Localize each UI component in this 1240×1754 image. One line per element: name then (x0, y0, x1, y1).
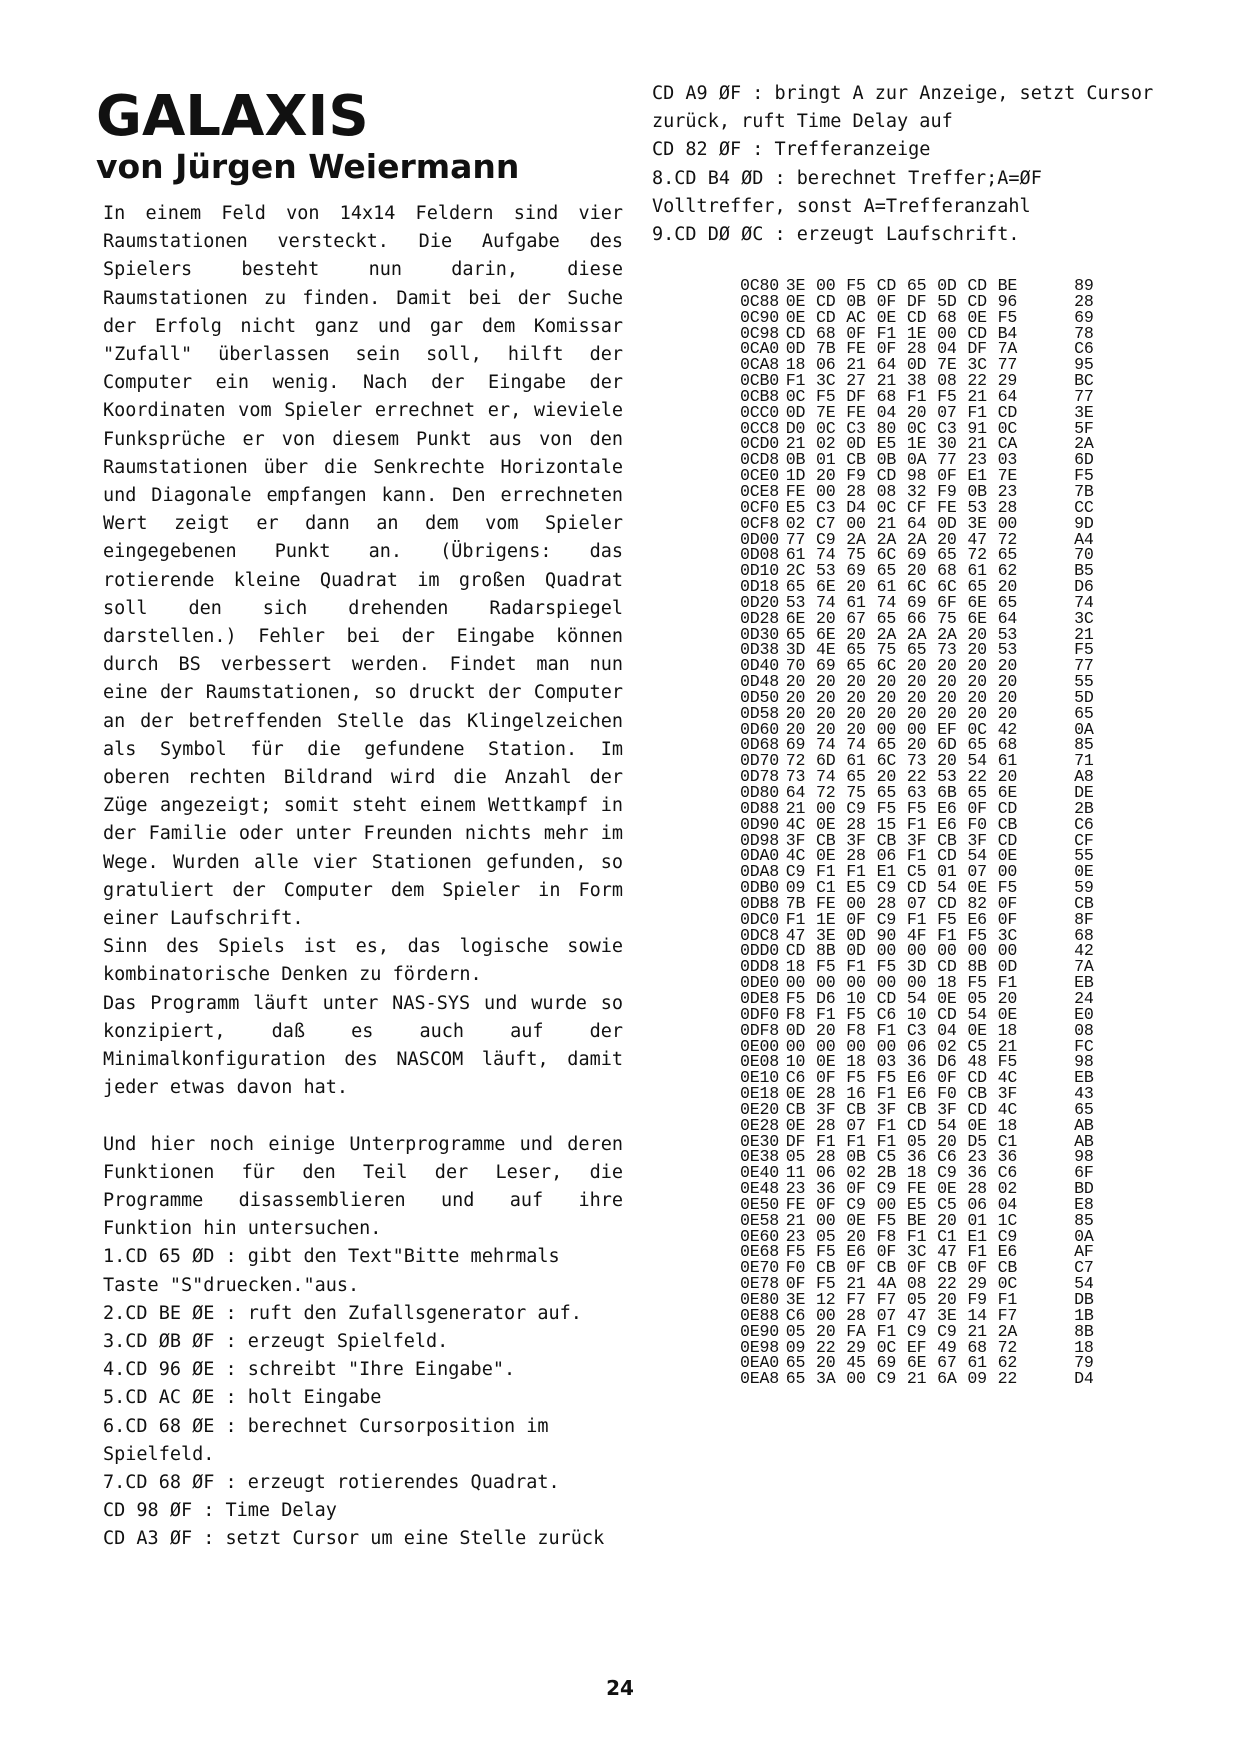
hex-bytes: F1 1E 0F C9 F1 F5 E6 0F (785, 909, 1018, 929)
paragraph-gap (103, 1103, 623, 1131)
subroutines-intro: Und hier noch einige Unterprogramme und deren Funktionen für den Teil der Leser, die Programme disassemblieren und auf ihre Funktion hin untersuchen. (103, 1133, 623, 1240)
hex-bytes: 11 06 02 2B 18 C9 36 C6 (785, 1163, 1018, 1183)
hex-address: 0D60 (740, 719, 780, 739)
hex-bytes: 23 36 0F C9 FE 0E 28 02 (785, 1179, 1018, 1199)
hex-checksum: 77 (1074, 656, 1094, 676)
hex-checksum: CF (1074, 830, 1094, 850)
hex-bytes: 0E 28 16 F1 E6 F0 CB 3F (785, 1084, 1018, 1104)
hex-checksum: 71 (1074, 751, 1094, 771)
hex-address: 0E30 (740, 1131, 780, 1151)
article-header (96, 84, 616, 186)
hex-bytes: 61 74 75 6C 69 65 72 65 (785, 545, 1018, 565)
hex-address: 0E98 (740, 1337, 780, 1357)
hex-bytes: 3D 4E 65 75 65 73 20 53 (785, 640, 1018, 660)
hex-address: 0CD0 (740, 434, 780, 454)
hex-address: 0CF8 (740, 513, 780, 533)
hex-bytes: F0 CB 0F CB 0F CB 0F CB (785, 1258, 1018, 1278)
hex-checksum: 98 (1074, 1052, 1094, 1072)
hex-address: 0DC0 (740, 909, 780, 929)
hex-checksum: 54 (1074, 1274, 1094, 1294)
hex-checksum: 65 (1074, 1099, 1094, 1119)
hex-bytes: F8 F1 F5 C6 10 CD 54 0E (785, 1004, 1018, 1024)
hex-checksum: 18 (1074, 1337, 1094, 1357)
system-paragraph: Das Programm läuft unter NAS-SYS und wurde so konzipiert, daß es auch auf der Minimalkonfiguration des NASCOM läuft, damit jeder etwas davon hat. (103, 992, 623, 1099)
hex-bytes: 7B FE 00 28 07 CD 82 0F (785, 893, 1018, 913)
hex-checksum: D4 (1074, 1369, 1094, 1389)
hex-checksum: 8B (1074, 1321, 1094, 1341)
hex-checksum: 0A (1074, 719, 1094, 739)
hex-checksum: 5D (1074, 687, 1094, 707)
hex-bytes: E5 C3 D4 0C CF FE 53 28 (785, 497, 1018, 517)
routine-item: 6.CD 68 ØE : berechnet Cursorposition im Spielfeld. (103, 1415, 549, 1465)
hex-checksum: 68 (1074, 925, 1094, 945)
hex-bytes: 64 72 75 65 63 6B 65 6E (785, 783, 1018, 802)
hex-bytes: 70 69 65 6C 20 20 20 20 (785, 656, 1018, 676)
routine-item: 9.CD DØ ØC : erzeugt Laufschrift. (652, 224, 1020, 246)
routine-item: CD A3 ØF : setzt Cursor um eine Stelle zurück (103, 1528, 605, 1550)
hex-address: 0D28 (740, 608, 780, 628)
hex-address: 0DF0 (740, 1004, 780, 1024)
hex-address: 0CD8 (740, 450, 780, 470)
hex-address: 0CC0 (740, 402, 780, 422)
hex-address: 0D38 (740, 640, 780, 660)
hex-checksum: CB (1074, 893, 1094, 913)
hex-checksum: AF (1074, 1242, 1094, 1262)
hex-address: 0EA0 (740, 1353, 780, 1373)
hex-checksum: 65 (1074, 703, 1094, 723)
hex-bytes: C6 0F F5 F5 E6 0F CD 4C (785, 1068, 1018, 1088)
hex-checksum: F5 (1074, 640, 1094, 660)
hex-address: 0DA0 (740, 846, 780, 866)
hex-address: 0DE0 (740, 973, 780, 993)
hex-bytes: F5 F5 E6 0F 3C 47 F1 E6 (785, 1242, 1018, 1262)
hex-bytes: 47 3E 0D 90 4F F1 F5 3C (785, 925, 1018, 945)
routine-item: CD 82 ØF : Trefferanzeige (652, 139, 931, 161)
hex-checksum: 98 (1074, 1147, 1094, 1167)
hex-checksum: C7 (1074, 1258, 1094, 1278)
routine-item: 7.CD 68 ØF : erzeugt rotierendes Quadrat. (103, 1471, 560, 1493)
hex-checksum: BC (1074, 371, 1094, 391)
hex-address: 0E08 (740, 1052, 780, 1072)
hex-checksum: DE (1074, 783, 1094, 802)
hex-address: 0D88 (740, 798, 780, 818)
article-author: von Jürgen Weiermann (96, 147, 520, 186)
hex-bytes: 72 6D 61 6C 73 20 54 61 (785, 751, 1018, 771)
hex-address: 0C90 (740, 307, 780, 327)
hex-address: 0D20 (740, 592, 780, 612)
routine-item: 4.CD 96 ØE : schreibt "Ihre Eingabe". (103, 1359, 516, 1381)
hex-address: 0D00 (740, 529, 780, 549)
hex-checksum: A8 (1074, 767, 1094, 787)
hex-address: 0DC8 (740, 925, 780, 945)
hex-bytes: 0E 28 07 F1 CD 54 0E 18 (785, 1115, 1018, 1135)
hex-checksum: 78 (1074, 323, 1094, 343)
hex-bytes: 3E 12 F7 F7 05 20 F9 F1 (785, 1290, 1018, 1309)
hex-bytes: C9 F1 F1 E1 C5 01 07 00 (785, 862, 1018, 882)
hex-bytes: 10 0E 18 03 36 D6 48 F5 (785, 1052, 1018, 1072)
hex-address: 0E50 (740, 1194, 780, 1214)
hex-bytes: 0D 20 F8 F1 C3 04 0E 18 (785, 1020, 1018, 1040)
hex-checksum: DB (1074, 1290, 1094, 1309)
hex-bytes: 65 20 45 69 6E 67 61 62 (785, 1353, 1018, 1373)
hex-address: 0D70 (740, 751, 780, 771)
page-number: 24 (606, 1676, 634, 1700)
hex-address: 0CE8 (740, 481, 780, 501)
hex-checksum: EB (1074, 1068, 1094, 1088)
hex-address: 0DD0 (740, 941, 780, 961)
hex-bytes: F5 D6 10 CD 54 0E 05 20 (785, 988, 1018, 1008)
hex-bytes: 6E 20 67 65 66 75 6E 64 (785, 608, 1018, 628)
hex-address: 0E38 (740, 1147, 780, 1167)
hex-address: 0CA0 (740, 339, 780, 359)
hex-bytes: 77 C9 2A 2A 2A 20 47 72 (785, 529, 1018, 549)
hex-bytes: 20 20 20 20 20 20 20 20 (785, 687, 1018, 707)
hex-checksum: C6 (1074, 814, 1094, 834)
hex-bytes: 20 20 20 00 00 EF 0C 42 (785, 719, 1018, 739)
hex-address: 0E20 (740, 1099, 780, 1119)
hex-bytes: 73 74 65 20 22 53 22 20 (785, 767, 1018, 787)
hex-address: 0CB0 (740, 371, 780, 391)
hex-address: 0E80 (740, 1290, 780, 1309)
hex-address: 0DA8 (740, 862, 780, 882)
hex-bytes: 21 00 C9 F5 F5 E6 0F CD (785, 798, 1018, 818)
hex-address: 0E10 (740, 1068, 780, 1088)
hex-checksum: AB (1074, 1131, 1094, 1151)
hex-address: 0D08 (740, 545, 780, 565)
hex-address: 0E28 (740, 1115, 780, 1135)
hex-address: 0E48 (740, 1179, 780, 1199)
hex-bytes: 02 C7 00 21 64 0D 3E 00 (785, 513, 1018, 533)
hex-checksum: 59 (1074, 878, 1094, 898)
hex-checksum: 0E (1074, 862, 1094, 882)
hex-address: 0C80 (740, 276, 780, 295)
hex-bytes: FE 00 28 08 32 F9 0B 23 (785, 481, 1018, 501)
hex-address: 0D30 (740, 624, 780, 644)
hex-checksum: 5F (1074, 418, 1094, 438)
hex-bytes: CD 8B 0D 00 00 00 00 00 (785, 941, 1018, 961)
hex-bytes: 0C F5 DF 68 F1 F5 21 64 (785, 386, 1018, 406)
hex-checksum: FC (1074, 1036, 1094, 1056)
hex-checksum: 21 (1074, 624, 1094, 644)
routine-item: CD 98 ØF : Time Delay (103, 1500, 337, 1522)
hex-checksum: AB (1074, 1115, 1094, 1135)
hex-bytes: 05 20 FA F1 C9 C9 21 2A (785, 1321, 1018, 1341)
hex-bytes: F1 3C 27 21 38 08 22 29 (785, 371, 1018, 391)
hex-address: 0CA8 (740, 355, 780, 375)
hex-checksum: 69 (1074, 307, 1094, 327)
hex-address: 0D40 (740, 656, 780, 676)
hex-bytes: 21 02 0D E5 1E 30 21 CA (785, 434, 1018, 454)
hex-bytes: 23 05 20 F8 F1 C1 E1 C9 (785, 1226, 1018, 1246)
hex-checksum: B5 (1074, 561, 1094, 581)
hex-checksum: 2A (1074, 434, 1094, 454)
hex-checksum: 95 (1074, 355, 1094, 375)
hex-checksum: 42 (1074, 941, 1094, 961)
hex-address: 0DF8 (740, 1020, 780, 1040)
hex-bytes: 65 6E 20 2A 2A 2A 20 53 (785, 624, 1018, 644)
article-title: GALAXIS (96, 84, 369, 149)
hex-address: 0E68 (740, 1242, 780, 1262)
hex-address: 0D80 (740, 783, 780, 802)
hex-address: 0E70 (740, 1258, 780, 1278)
hex-bytes: 0B 01 CB 0B 0A 77 23 03 (785, 450, 1018, 470)
hex-checksum: 24 (1074, 988, 1094, 1008)
hex-bytes: 05 28 0B C5 36 C6 23 36 (785, 1147, 1018, 1167)
routine-item: 3.CD ØB ØF : erzeugt Spielfeld. (103, 1330, 449, 1352)
hex-checksum: 43 (1074, 1084, 1094, 1104)
hex-checksum: 0A (1074, 1226, 1094, 1246)
hex-address: 0E40 (740, 1163, 780, 1183)
hex-listing (740, 278, 1100, 1387)
hex-address: 0E58 (740, 1210, 780, 1230)
routine-item: 5.CD AC ØE : holt Eingabe (103, 1387, 382, 1409)
hex-bytes: 53 74 61 74 69 6F 6E 65 (785, 592, 1018, 612)
routine-item: 1.CD 65 ØD : gibt den Text"Bitte mehrmals Taste "S"druecken."aus. (103, 1246, 560, 1296)
hex-checksum: C6 (1074, 339, 1094, 359)
hex-checksum: E8 (1074, 1194, 1094, 1214)
hex-address: 0CF0 (740, 497, 780, 517)
purpose-paragraph: Sinn des Spiels ist es, das logische sowie kombinatorische Denken zu fördern. (103, 936, 623, 986)
hex-bytes: 65 3A 00 C9 21 6A 09 22 (785, 1369, 1018, 1389)
hex-checksum: 28 (1074, 291, 1094, 311)
hex-address: 0D48 (740, 672, 780, 692)
hex-checksum: 9D (1074, 513, 1094, 533)
routine-item: CD A9 ØF : bringt A zur Anzeige, setzt Cursor zurück, ruft Time Delay auf (652, 83, 1154, 133)
hex-address: 0E78 (740, 1274, 780, 1294)
hex-bytes: FE 0F C9 00 E5 C5 06 04 (785, 1194, 1018, 1214)
hex-checksum: 85 (1074, 1210, 1094, 1230)
hex-bytes: 20 20 20 20 20 20 20 20 (785, 703, 1018, 723)
hex-address: 0D18 (740, 577, 780, 597)
hex-checksum: 8F (1074, 909, 1094, 929)
hex-bytes: 2C 53 69 65 20 68 61 62 (785, 561, 1018, 581)
hex-address: 0CB8 (740, 386, 780, 406)
left-column (103, 200, 623, 1554)
hex-checksum: 7A (1074, 957, 1094, 977)
hex-bytes: 65 6E 20 61 6C 6C 65 20 (785, 577, 1018, 597)
hex-bytes: 1D 20 F9 CD 98 0F E1 7E (785, 466, 1018, 486)
hex-bytes: 69 74 74 65 20 6D 65 68 (785, 735, 1018, 755)
intro-paragraph: In einem Feld von 14x14 Feldern sind vier Raumstationen versteckt. Die Aufgabe des Spielers besteht nun darin, diese Raumstationen zu finden. Damit bei der Suche der Erfolg nicht ganz und gar dem Komissar "Zufall" überlassen sein soll, hilft der Computer ein wenig. Nach der Eingabe der Koordinaten vom Spieler errechnet er, wieviele Funksprüche er von diesem Punkt aus von den Raumstationen über die Senkrechte Horizontale und Diagonale empfangen kann. Den errechneten Wert zeigt er dann an dem vom Spieler eingegebenen Punkt an. (Übrigens: das rotierende kleine Quadrat im großen Quadrat soll den sich drehenden Radarspiegel darstellen.) Fehler bei der Eingabe können durch BS verbessert werden. Findet man nun eine der Raumstationen, so druckt der Computer an der betreffenden Stelle das Klingelzeichen als Symbol für die gefundene Station. Im oberen rechten Bildrand wird die Anzahl der Züge angezeigt; somit steht einem Wettkampf in der Familie oder unter Freunden nichts mehr im Wege. Wurden alle vier Stationen gefunden, so gratuliert der Computer dem Spieler in Form einer Laufschrift. (103, 203, 623, 930)
hex-checksum: 08 (1074, 1020, 1094, 1040)
hex-checksum: BD (1074, 1179, 1094, 1199)
hex-checksum: EB (1074, 973, 1094, 993)
hex-address: 0D58 (740, 703, 780, 723)
hex-checksum: E0 (1074, 1004, 1094, 1024)
hex-address: 0E60 (740, 1226, 780, 1246)
hex-checksum: 79 (1074, 1353, 1094, 1373)
hex-bytes: 00 00 00 00 06 02 C5 21 (785, 1036, 1018, 1056)
hex-checksum: 70 (1074, 545, 1094, 565)
hex-checksum: A4 (1074, 529, 1094, 549)
hex-checksum: 89 (1074, 276, 1094, 295)
hex-bytes: 0F F5 21 4A 08 22 29 0C (785, 1274, 1018, 1294)
hex-address: 0DE8 (740, 988, 780, 1008)
hex-checksum: 2B (1074, 798, 1094, 818)
hex-checksum: D6 (1074, 577, 1094, 597)
hex-address: 0D98 (740, 830, 780, 850)
hex-checksum: 6F (1074, 1163, 1094, 1183)
hex-bytes: 0D 7E FE 04 20 07 F1 CD (785, 402, 1018, 422)
hex-bytes: CD 68 0F F1 1E 00 CD B4 (785, 323, 1018, 343)
hex-address: 0CE0 (740, 466, 780, 486)
hex-bytes: 0D 7B FE 0F 28 04 DF 7A (785, 339, 1018, 359)
hex-address: 0D78 (740, 767, 780, 787)
hex-address: 0E18 (740, 1084, 780, 1104)
hex-bytes: 0E CD 0B 0F DF 5D CD 96 (785, 291, 1018, 311)
hex-address: 0D90 (740, 814, 780, 834)
hex-address: 0D10 (740, 561, 780, 581)
hex-checksum: 85 (1074, 735, 1094, 755)
hex-checksum: 55 (1074, 846, 1094, 866)
hex-bytes: CB 3F CB 3F CB 3F CD 4C (785, 1099, 1018, 1119)
hex-checksum: 6D (1074, 450, 1094, 470)
hex-bytes: 00 00 00 00 00 18 F5 F1 (785, 973, 1018, 993)
hex-checksum: F5 (1074, 466, 1094, 486)
hex-address: 0DB8 (740, 893, 780, 913)
hex-address: 0E88 (740, 1305, 780, 1325)
hex-row (740, 1371, 1100, 1387)
hex-checksum: CC (1074, 497, 1094, 517)
hex-checksum: 3C (1074, 608, 1094, 628)
hex-bytes: 4C 0E 28 06 F1 CD 54 0E (785, 846, 1018, 866)
hex-checksum: 1B (1074, 1305, 1094, 1325)
hex-address: 0DB0 (740, 878, 780, 898)
hex-address: 0CC8 (740, 418, 780, 438)
routine-item: 2.CD BE ØE : ruft den Zufallsgenerator auf. (103, 1302, 582, 1324)
hex-bytes: DF F1 F1 F1 05 20 D5 C1 (785, 1131, 1018, 1151)
hex-address: 0EA8 (740, 1369, 780, 1389)
hex-address: 0DD8 (740, 957, 780, 977)
hex-bytes: 09 C1 E5 C9 CD 54 0E F5 (785, 878, 1018, 898)
right-column (652, 80, 1162, 249)
hex-bytes: 21 00 0E F5 BE 20 01 1C (785, 1210, 1018, 1230)
hex-address: 0E90 (740, 1321, 780, 1341)
hex-bytes: 3F CB 3F CB 3F CB 3F CD (785, 830, 1018, 850)
hex-bytes: 18 F5 F1 F5 3D CD 8B 0D (785, 957, 1018, 977)
hex-bytes: 20 20 20 20 20 20 20 20 (785, 672, 1018, 692)
hex-bytes: 09 22 29 0C EF 49 68 72 (785, 1337, 1018, 1357)
hex-checksum: 77 (1074, 386, 1094, 406)
hex-bytes: 3E 00 F5 CD 65 0D CD BE (785, 276, 1018, 295)
hex-bytes: 18 06 21 64 0D 7E 3C 77 (785, 355, 1018, 375)
hex-bytes: D0 0C C3 80 0C C3 91 0C (785, 418, 1018, 438)
hex-checksum: 55 (1074, 672, 1094, 692)
routine-item: 8.CD B4 ØD : berechnet Treffer;A=ØF Volltreffer, sonst A=Trefferanzahl (652, 167, 1042, 217)
hex-address: 0E00 (740, 1036, 780, 1056)
hex-checksum: 74 (1074, 592, 1094, 612)
hex-address: 0D68 (740, 735, 780, 755)
hex-address: 0C88 (740, 291, 780, 311)
hex-bytes: C6 00 28 07 47 3E 14 F7 (785, 1305, 1018, 1325)
hex-bytes: 0E CD AC 0E CD 68 0E F5 (785, 307, 1018, 327)
hex-address: 0C98 (740, 323, 780, 343)
hex-address: 0D50 (740, 687, 780, 707)
hex-checksum: 7B (1074, 481, 1094, 501)
hex-bytes: 4C 0E 28 15 F1 E6 F0 CB (785, 814, 1018, 834)
hex-checksum: 3E (1074, 402, 1094, 422)
